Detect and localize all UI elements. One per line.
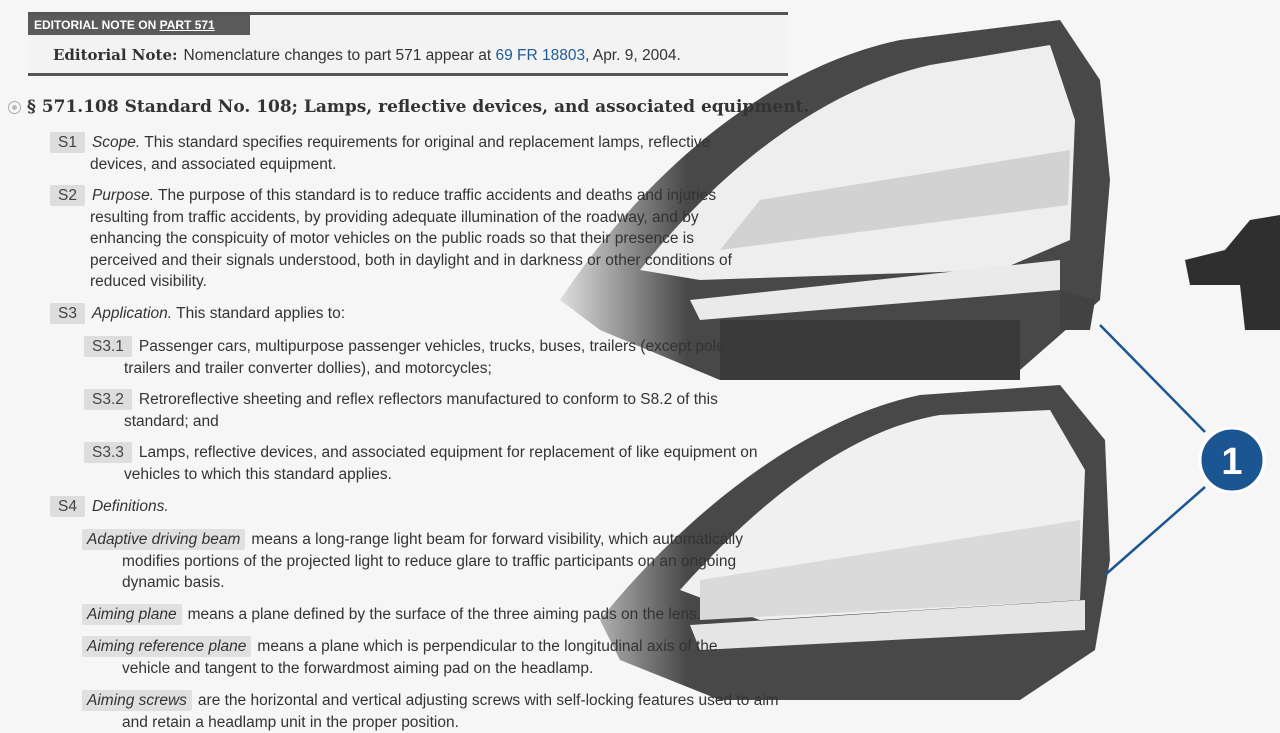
definition-term[interactable]: Aiming screws <box>82 690 192 711</box>
note-date: , Apr. 9, 2004. <box>585 47 681 64</box>
definition-term[interactable]: Aiming reference plane <box>82 636 251 657</box>
paragraph-text: Retroreflective sheeting and reflex reflectors manufactured to conform to S8.2 of this standard; and <box>124 391 718 430</box>
tab-prefix: EDITORIAL NOTE ON <box>34 18 160 32</box>
note-text: Nomenclature changes to part 571 appear at <box>183 47 496 64</box>
paragraph-heading: Scope. <box>91 134 141 151</box>
definition-adaptive-driving-beam <box>82 529 772 594</box>
part-571-link[interactable]: PART 571 <box>159 18 215 32</box>
paragraph-heading: Definitions. <box>91 498 169 515</box>
definition-text: means a plane which is perpendicular to the longitudinal axis of the vehicle and tangent to the forwardmost aiming pad on the headlamp. <box>122 638 718 677</box>
paragraph-label[interactable]: S3 <box>50 303 85 324</box>
paragraph-label[interactable]: S3.1 <box>84 336 132 357</box>
paragraph-label[interactable]: S4 <box>50 496 85 517</box>
paragraph-text: This standard applies to: <box>172 305 346 322</box>
paragraph-s3 <box>50 303 750 325</box>
definition-text: means a long-range light beam for forward visibility, which automatically modifies portions of the projected light to reduce glare to traffic participants on an ongoing dynamic basis. <box>122 531 744 591</box>
section-title <box>8 97 809 117</box>
definition-aiming-plane <box>82 604 782 626</box>
paragraph-label[interactable]: S1 <box>50 132 85 153</box>
editorial-note <box>28 12 788 76</box>
paragraph-text: Lamps, reflective devices, and associated equipment for replacement of like equipment on vehicles to which this standard applies. <box>124 444 758 483</box>
section-title-text: § 571.108 Standard No. 108; Lamps, reflective devices, and associated equipment. <box>27 97 810 117</box>
callout-leader-bottom <box>1105 487 1205 575</box>
paragraph-heading: Purpose. <box>91 187 155 204</box>
paragraph-s2 <box>50 185 765 293</box>
paragraph-s3-1 <box>84 336 749 379</box>
citation-link[interactable]: 69 FR 18803 <box>495 47 586 64</box>
paragraph-label[interactable]: S3.3 <box>84 442 132 463</box>
section-toggle-icon[interactable] <box>8 101 21 114</box>
paragraph-label[interactable]: S2 <box>50 185 85 206</box>
definition-text: means a plane defined by the surface of the three aiming pads on the lens. <box>187 606 702 623</box>
paragraph-text: The purpose of this standard is to reduce traffic accidents and deaths and injuries resulting from traffic accidents, by providing adequate illumination of the roadway, and by enhancing the conspicuity of motor vehicles on the public roads so that their presence is perceived and their signals understood, both in daylight and in darkness or other conditions of reduced visibility. <box>90 187 732 290</box>
editorial-note-body <box>53 46 681 65</box>
editorial-note-tab <box>28 15 250 35</box>
paragraph-heading: Application. <box>91 305 173 322</box>
definition-aiming-screws <box>82 690 782 733</box>
callout-leader-top <box>1100 325 1205 432</box>
paragraph-label[interactable]: S3.2 <box>84 389 132 410</box>
paragraph-text: This standard specifies requirements for original and replacement lamps, reflective devices, and associated equipment. <box>90 134 711 173</box>
paragraph-s1 <box>50 132 750 175</box>
definition-term[interactable]: Adaptive driving beam <box>82 529 245 550</box>
definition-aiming-reference-plane <box>82 636 742 679</box>
paragraph-text: Passenger cars, multipurpose passenger vehicles, trucks, buses, trailers (except pole trailers and trailer converter dollies), and motorcycles; <box>124 338 725 377</box>
paragraph-s4 <box>50 496 750 518</box>
paragraph-s3-3 <box>84 442 774 485</box>
side-bracket-image <box>1185 215 1280 330</box>
callout-number: 1 <box>1221 441 1243 483</box>
paragraph-s3-2 <box>84 389 749 432</box>
definition-text: are the horizontal and vertical adjusting screws with self-locking features used to aim and retain a headlamp unit in the proper position. <box>122 692 779 731</box>
note-label: Editorial Note: <box>53 46 178 64</box>
definition-term[interactable]: Aiming plane <box>82 604 182 625</box>
